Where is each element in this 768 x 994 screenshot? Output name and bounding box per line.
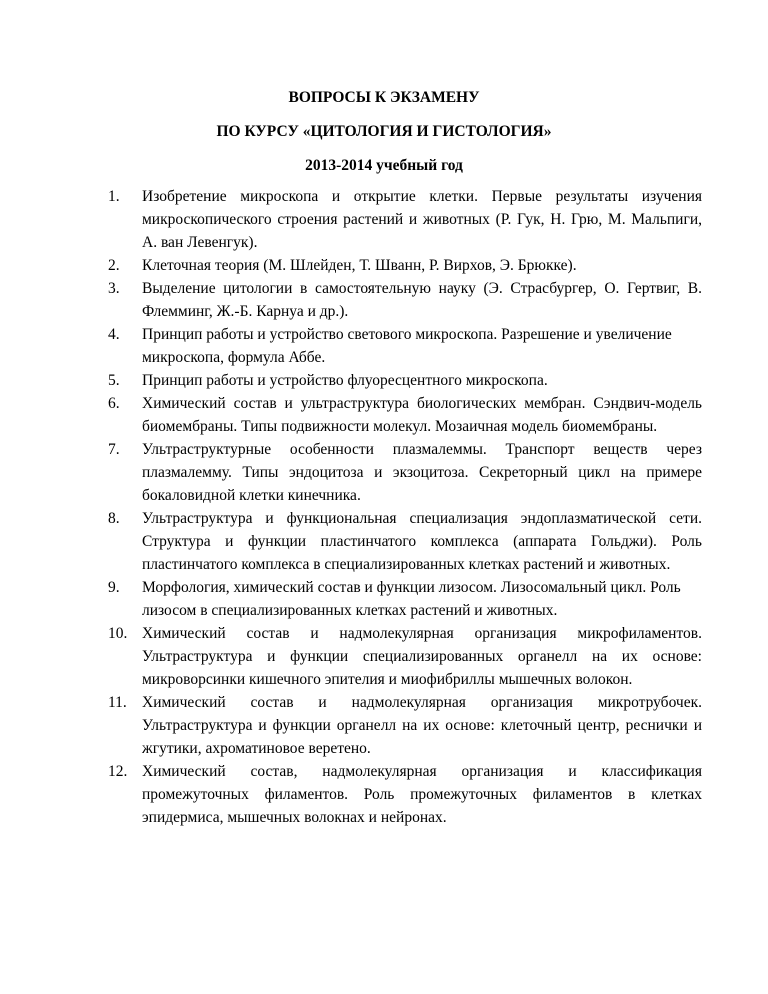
question-number: 10. (108, 625, 128, 642)
question-item (108, 254, 702, 277)
question-number: 6. (108, 395, 120, 412)
question-number: 9. (108, 579, 120, 596)
question-item (108, 323, 702, 369)
question-text: Химический состав и ультраструктура биологических мембран. Сэндвич-модель биомембраны. Типы подвижности молекул. Мозаичная модель биомембраны. (142, 395, 702, 435)
question-text: Выделение цитологии в самостоятельную науку (Э. Страсбургер, О. Гертвиг, В. Флемминг, Ж.-Б. Карнуа и др.). (142, 280, 702, 320)
question-number: 11. (108, 694, 127, 711)
question-item (108, 691, 702, 760)
question-item (108, 576, 702, 622)
question-item (108, 277, 702, 323)
question-text: Ультраструктура и функциональная специализация эндоплазматической сети. Структура и функции пластинчатого комплекса (аппарата Гольджи). Роль пластинчатого комплекса в специализированных клетках растений и животных. (142, 510, 702, 573)
question-number: 7. (108, 441, 120, 458)
question-number: 8. (108, 510, 120, 527)
question-text: Морфология, химический состав и функции лизосом. Лизосомальный цикл. Роль лизосом в специализированных клетках растений и животных. (142, 579, 681, 619)
question-number: 4. (108, 326, 120, 343)
question-text: Клеточная теория (М. Шлейден, Т. Шванн, Р. Вирхов, Э. Брюкке). (142, 257, 577, 274)
question-item (108, 185, 702, 254)
question-text: Химический состав, надмолекулярная организация и классификация промежуточных филаментов. Роль промежуточных филаментов в клетках эпидермиса, мышечных волокнах и нейронах. (142, 763, 702, 826)
question-item (108, 760, 702, 829)
question-text: Химический состав и надмолекулярная организация микротрубочек. Ультраструктура и функции органелл на их основе: клеточный центр, реснички и жгутики, ахроматиновое веретено. (142, 694, 702, 757)
question-text: Химический состав и надмолекулярная организация микрофиламентов. Ультраструктура и функции специализированных органелл на их основе: микроворсинки кишечного эпителия и миофибриллы мышечных волокон. (142, 625, 702, 688)
question-text: Принцип работы и устройство флуоресцентного микроскопа. (142, 372, 548, 389)
question-item (108, 369, 702, 392)
question-item (108, 392, 702, 438)
course-title: ПО КУРСУ «ЦИТОЛОГИЯ И ГИСТОЛОГИЯ» (216, 123, 552, 140)
question-text: Ультраструктурные особенности плазмалеммы. Транспорт веществ через плазмалемму. Типы эндоцитоза и экзоцитоза. Секреторный цикл на примере бокаловидной клетки кинечника. (142, 441, 702, 504)
academic-year: 2013-2014 учебный год (305, 157, 463, 174)
question-item (108, 438, 702, 507)
question-text: Принцип работы и устройство светового микроскопа. Разрешение и увеличение микроскопа, формула Аббе. (142, 326, 672, 366)
question-number: 12. (108, 763, 128, 780)
question-number: 3. (108, 280, 120, 297)
question-number: 5. (108, 372, 120, 389)
document-title: ВОПРОСЫ К ЭКЗАМЕНУ (288, 89, 480, 106)
question-item (108, 507, 702, 576)
question-list (108, 185, 702, 829)
question-item (108, 622, 702, 691)
question-number: 2. (108, 257, 120, 274)
question-text: Изобретение микроскопа и открытие клетки. Первые результаты изучения микроскопического строения растений и животных (Р. Гук, Н. Грю, М. Мальпиги, А. ван Левенгук). (142, 188, 702, 251)
question-number: 1. (108, 188, 120, 205)
